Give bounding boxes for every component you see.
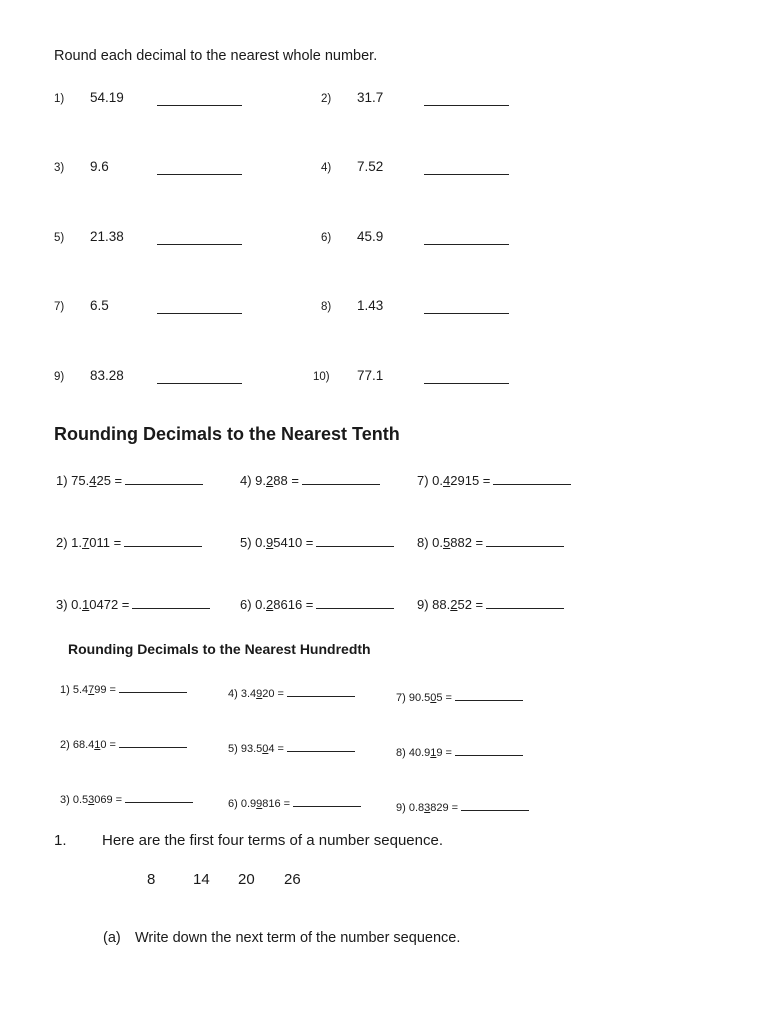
question-text: Here are the first four terms of a number sequence.	[102, 832, 443, 849]
rounding-item	[240, 535, 394, 550]
answer-line[interactable]	[287, 750, 355, 752]
question-number: 1.	[54, 832, 67, 849]
decimal-value: 54.19	[90, 90, 124, 105]
answer-line[interactable]	[424, 105, 509, 106]
answer-line[interactable]	[486, 607, 564, 609]
rounding-item	[417, 535, 564, 550]
answer-line[interactable]	[316, 545, 394, 547]
rounding-item	[417, 473, 571, 488]
item-suffix: 0472 =	[89, 597, 130, 612]
underlined-digit: 5	[443, 535, 451, 550]
answer-line[interactable]	[287, 695, 355, 697]
item-prefix: 5) 0.	[240, 535, 267, 550]
underlined-digit: 4	[89, 473, 97, 488]
item-prefix: 3) 0.5	[60, 794, 89, 806]
item-prefix: 5) 93.5	[228, 743, 263, 755]
item-number: 5)	[54, 232, 65, 244]
underlined-digit: 7	[88, 684, 95, 696]
item-suffix: 25 =	[96, 473, 123, 488]
answer-line[interactable]	[124, 545, 202, 547]
decimal-value: 9.6	[90, 159, 109, 174]
answer-line[interactable]	[302, 483, 380, 485]
decimal-value: 45.9	[357, 229, 384, 244]
decimal-value: 6.5	[90, 298, 109, 313]
underlined-digit: 4	[443, 473, 451, 488]
answer-line[interactable]	[424, 313, 509, 314]
item-prefix: 6) 0.9	[228, 798, 257, 810]
rounding-item	[396, 747, 523, 759]
decimal-value: 83.28	[90, 368, 124, 383]
item-number: 2)	[321, 93, 332, 105]
item-suffix: 5 =	[436, 692, 452, 704]
underlined-digit: 3	[424, 802, 431, 814]
rounding-item	[228, 688, 355, 700]
answer-line[interactable]	[455, 754, 523, 756]
rounding-item	[396, 802, 529, 814]
decimal-value: 77.1	[357, 368, 384, 383]
item-number: 10)	[313, 371, 330, 383]
item-suffix: 0 =	[100, 739, 116, 751]
sequence-term: 20	[238, 871, 255, 888]
item-suffix: 882 =	[450, 535, 484, 550]
answer-line[interactable]	[157, 105, 242, 106]
answer-line[interactable]	[316, 607, 394, 609]
item-number: 8)	[321, 301, 332, 313]
decimal-value: 21.38	[90, 229, 124, 244]
item-number: 6)	[321, 232, 332, 244]
rounding-item	[56, 597, 210, 612]
item-number: 1)	[54, 93, 65, 105]
item-prefix: 7) 0.	[417, 473, 444, 488]
rounding-item	[60, 684, 187, 696]
underlined-digit: 7	[82, 535, 90, 550]
answer-line[interactable]	[424, 244, 509, 245]
rounding-item	[240, 473, 380, 488]
underlined-digit: 0	[262, 743, 269, 755]
answer-line[interactable]	[119, 691, 187, 693]
underlined-digit: 2	[266, 473, 274, 488]
underlined-digit: 1	[430, 747, 437, 759]
answer-line[interactable]	[424, 383, 509, 384]
underlined-digit: 3	[88, 794, 95, 806]
item-suffix: 2915 =	[450, 473, 491, 488]
rounding-item	[228, 798, 361, 810]
item-prefix: 6) 0.	[240, 597, 267, 612]
rounding-item	[56, 473, 203, 488]
item-prefix: 8) 0.	[417, 535, 444, 550]
answer-line[interactable]	[493, 483, 571, 485]
rounding-item	[240, 597, 394, 612]
section-1-title: Round each decimal to the nearest whole number.	[54, 48, 378, 64]
item-suffix: 9 =	[436, 747, 452, 759]
underlined-digit: 0	[430, 692, 437, 704]
item-prefix: 4) 9.	[240, 473, 267, 488]
answer-line[interactable]	[157, 383, 242, 384]
item-suffix: 99 =	[94, 684, 116, 696]
section-2-heading: Rounding Decimals to the Nearest Tenth	[54, 424, 400, 444]
item-prefix: 2) 1.	[56, 535, 83, 550]
item-suffix: 829 =	[430, 802, 459, 814]
answer-line[interactable]	[157, 244, 242, 245]
part-a-label: (a)	[103, 930, 121, 946]
answer-line[interactable]	[424, 174, 509, 175]
rounding-item	[396, 692, 523, 704]
item-number: 4)	[321, 162, 332, 174]
answer-line[interactable]	[455, 699, 523, 701]
item-prefix: 1) 5.4	[60, 684, 89, 696]
item-prefix: 4) 3.4	[228, 688, 257, 700]
sequence-term: 14	[193, 871, 210, 888]
item-number: 3)	[54, 162, 65, 174]
rounding-item	[60, 794, 193, 806]
item-suffix: 8616 =	[273, 597, 314, 612]
item-number: 7)	[54, 301, 65, 313]
answer-line[interactable]	[125, 801, 193, 803]
answer-line[interactable]	[293, 805, 361, 807]
item-number: 9)	[54, 371, 65, 383]
underlined-digit: 9	[256, 688, 263, 700]
sequence-term: 26	[284, 871, 301, 888]
item-prefix: 7) 90.5	[396, 692, 431, 704]
answer-line[interactable]	[461, 809, 529, 811]
underlined-digit: 2	[266, 597, 274, 612]
underlined-digit: 1	[82, 597, 90, 612]
item-prefix: 9) 0.8	[396, 802, 425, 814]
item-suffix: 20 =	[262, 688, 284, 700]
item-suffix: 5410 =	[273, 535, 314, 550]
rounding-item	[56, 535, 202, 550]
item-prefix: 2) 68.4	[60, 739, 95, 751]
answer-line[interactable]	[119, 746, 187, 748]
decimal-value: 1.43	[357, 298, 384, 313]
answer-line[interactable]	[157, 313, 242, 314]
item-suffix: 88 =	[273, 473, 299, 488]
underlined-digit: 9	[266, 535, 274, 550]
decimal-value: 31.7	[357, 90, 384, 105]
underlined-digit: 1	[94, 739, 101, 751]
item-suffix: 011 =	[89, 535, 122, 550]
item-prefix: 1) 75.	[56, 473, 90, 488]
underlined-digit: 2	[450, 597, 458, 612]
rounding-item	[228, 743, 355, 755]
sequence-term: 8	[147, 871, 156, 888]
rounding-item	[417, 597, 564, 612]
item-prefix: 9) 88.	[417, 597, 451, 612]
item-suffix: 816 =	[262, 798, 291, 810]
item-suffix: 069 =	[94, 794, 123, 806]
item-suffix: 4 =	[268, 743, 284, 755]
part-a-text: Write down the next term of the number sequence.	[135, 930, 461, 946]
item-prefix: 8) 40.9	[396, 747, 431, 759]
section-3-heading: Rounding Decimals to the Nearest Hundredth	[68, 641, 371, 657]
item-suffix: 52 =	[457, 597, 484, 612]
answer-line[interactable]	[125, 483, 203, 485]
item-prefix: 3) 0.	[56, 597, 83, 612]
rounding-item	[60, 739, 187, 751]
answer-line[interactable]	[157, 174, 242, 175]
answer-line[interactable]	[132, 607, 210, 609]
underlined-digit: 9	[256, 798, 263, 810]
answer-line[interactable]	[486, 545, 564, 547]
decimal-value: 7.52	[357, 159, 384, 174]
